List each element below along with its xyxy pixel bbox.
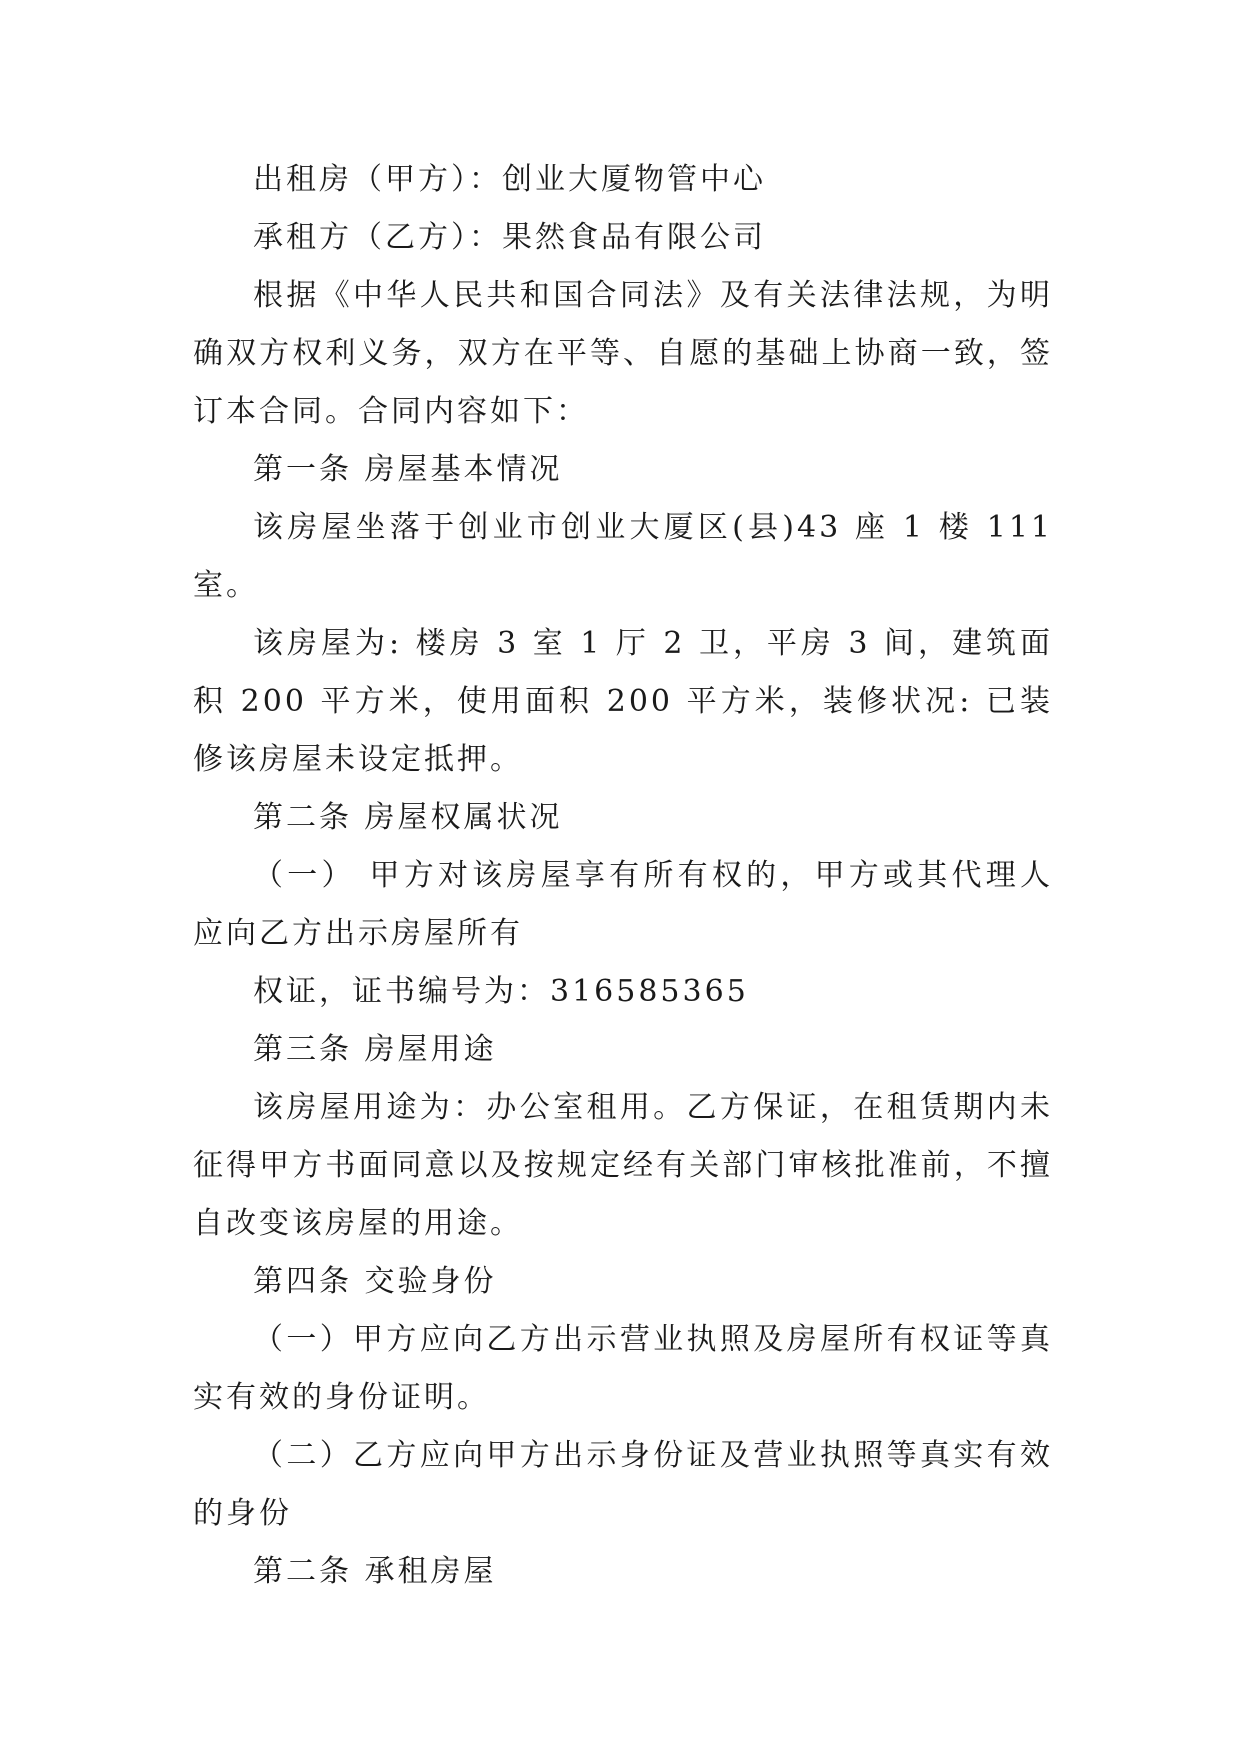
article-4-item-1-paragraph: （一）甲方应向乙方出示营业执照及房屋所有权证等真实有效的身份证明。 xyxy=(193,1322,1053,1415)
article-4-heading: 第四条 交验身份 xyxy=(253,1264,497,1299)
article-2-certificate-paragraph: 权证，证书编号为：316585365 xyxy=(253,974,749,1009)
article-4-item-2-paragraph: （二）乙方应向甲方出示身份证及营业执照等真实有效的身份 xyxy=(193,1438,1053,1531)
contract-body xyxy=(193,151,1053,1601)
preamble-paragraph: 根据《中华人民共和国合同法》及有关法律法规，为明确双方权利义务，双方在平等、自愿的基础上协商一致，签订本合同。合同内容如下： xyxy=(193,278,1053,429)
article-2-item-1-paragraph: （一） 甲方对该房屋享有所有权的，甲方或其代理人应向乙方出示房屋所有 xyxy=(193,858,1053,951)
article-1-details-paragraph: 该房屋为: 楼房 3 室 1 厅 2 卫，平房 3 间，建筑面积 200 平方米，使用面积 200 平方米，装修状况: 已装修该房屋未设定抵押。 xyxy=(193,626,1053,777)
article-1-heading: 第一条 房屋基本情况 xyxy=(253,452,563,487)
article-2b-heading: 第二条 承租房屋 xyxy=(253,1554,497,1589)
article-1-location-paragraph: 该房屋坐落于创业市创业大厦区(县)43 座 1 楼 111 室。 xyxy=(193,510,1053,603)
article-3-heading: 第三条 房屋用途 xyxy=(253,1032,497,1067)
lessee-line: 承租方（乙方）：果然食品有限公司 xyxy=(253,220,766,255)
article-3-body-paragraph: 该房屋用途为：办公室租用。乙方保证，在租赁期内未征得甲方书面同意以及按规定经有关部门审核批准前，不擅自改变该房屋的用途。 xyxy=(193,1090,1053,1241)
lessor-line: 出租房（甲方）：创业大厦物管中心 xyxy=(253,162,766,197)
article-2-heading: 第二条 房屋权属状况 xyxy=(253,800,563,835)
